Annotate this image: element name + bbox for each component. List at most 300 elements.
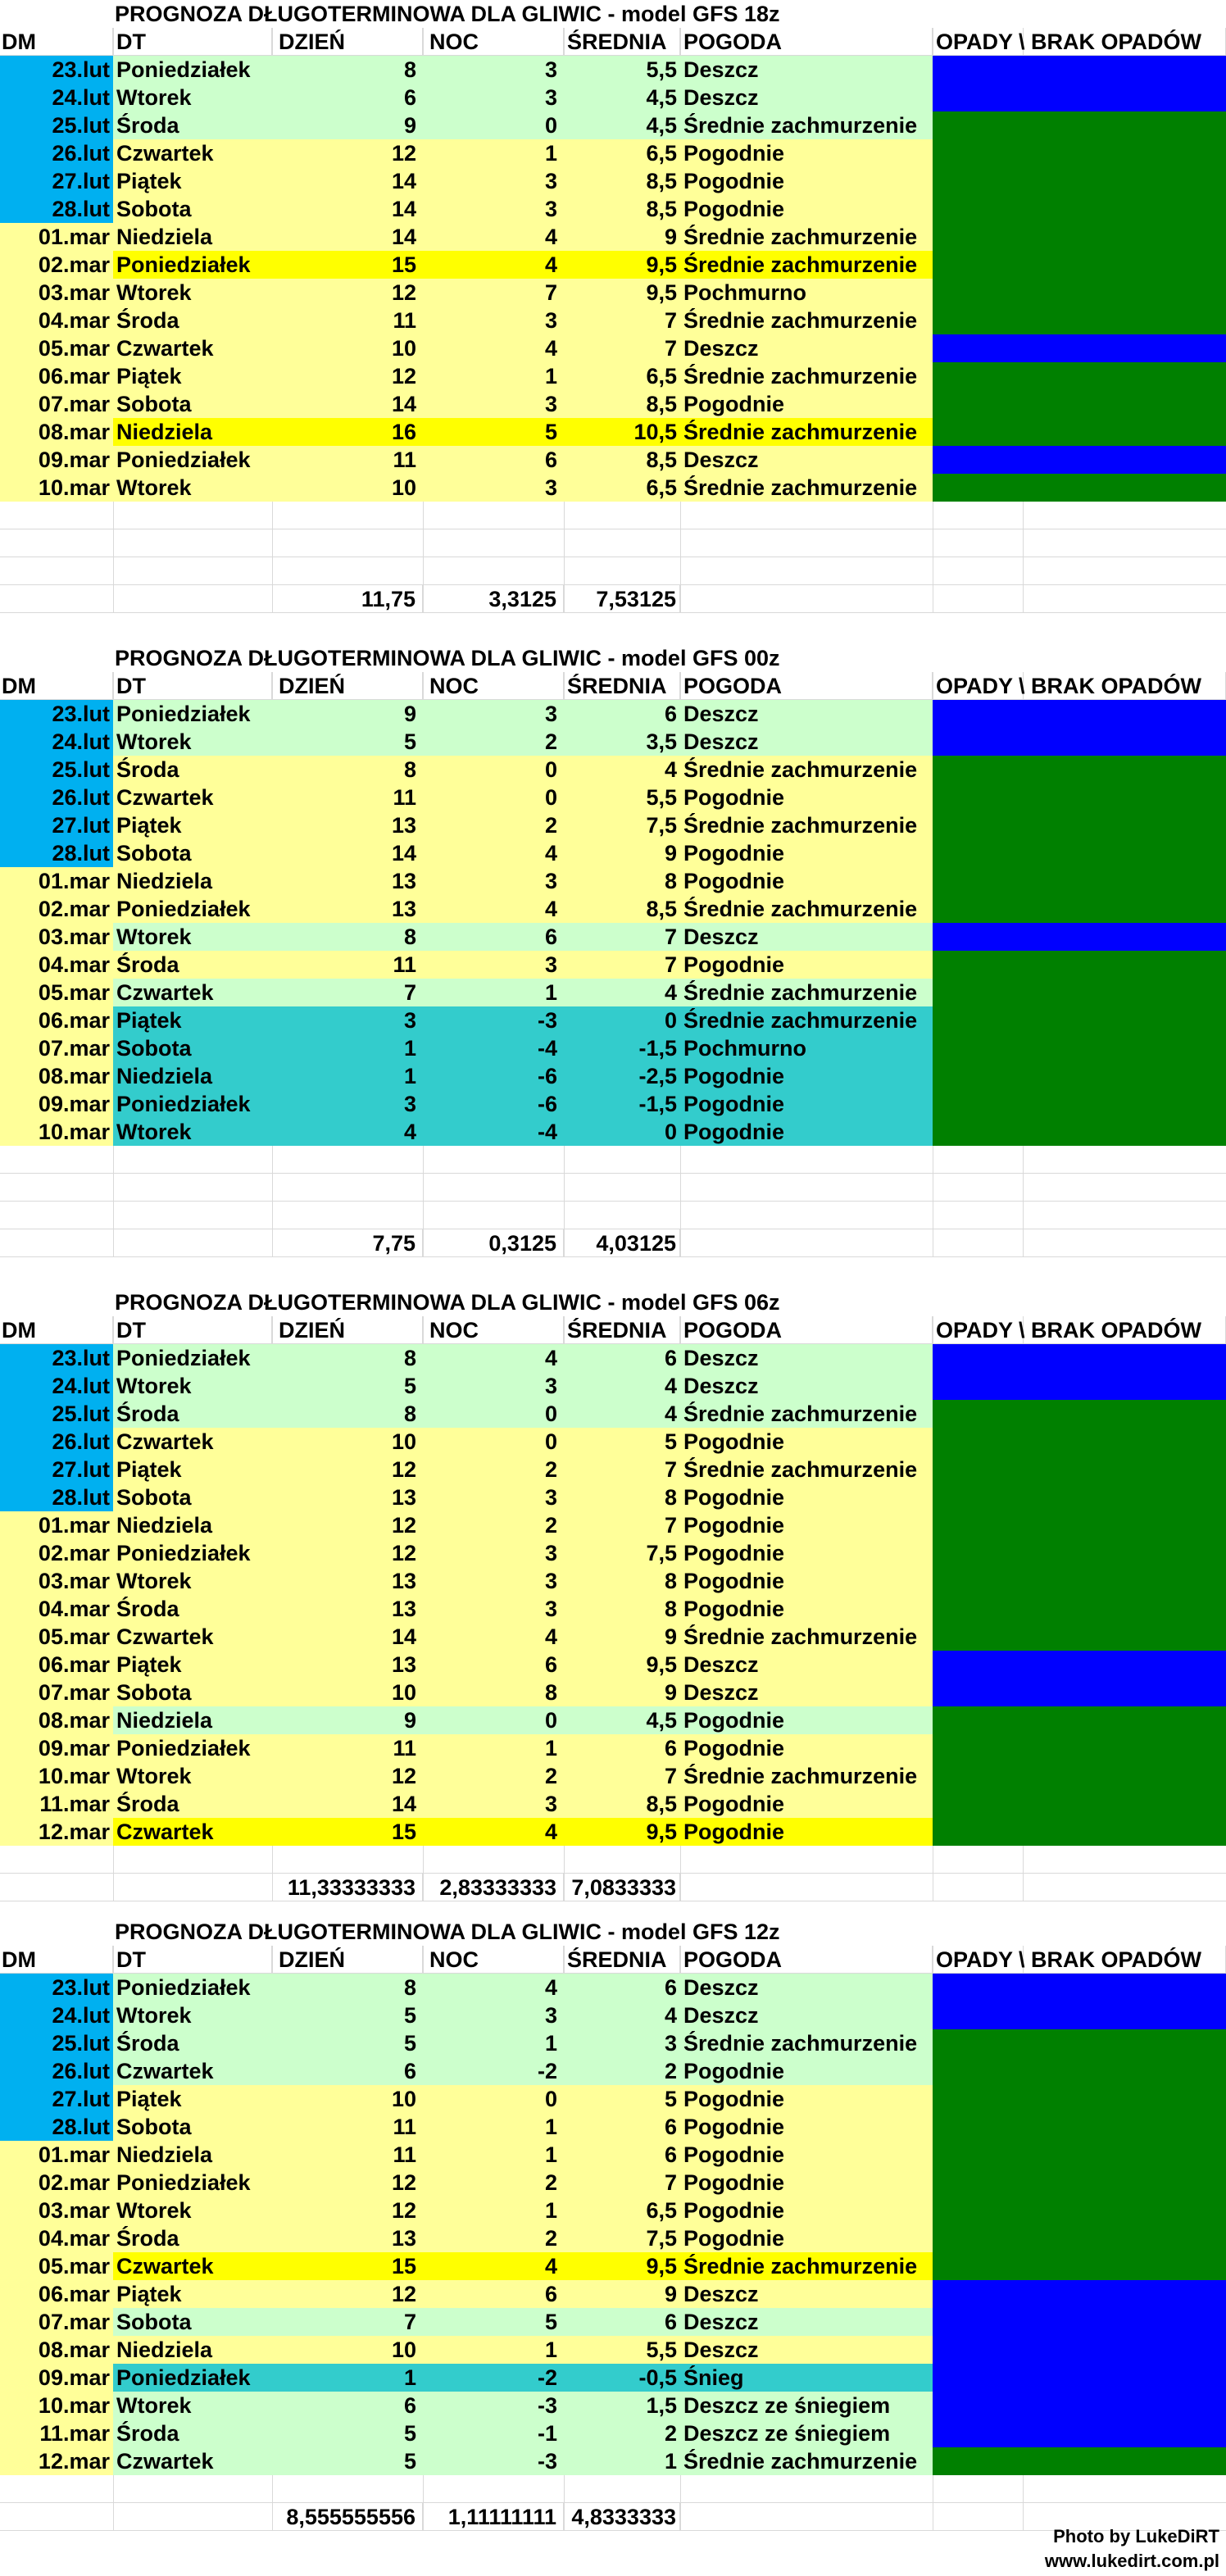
no-precipitation-indicator: [933, 951, 1226, 979]
day-temp-cell: 13: [272, 811, 423, 839]
day-cell: Sobota: [113, 2308, 272, 2336]
day-cell: Piątek: [113, 2280, 272, 2308]
table-row: [0, 979, 1226, 1006]
weather-cell: Deszcz: [680, 1344, 933, 1372]
weather-cell: Deszcz: [680, 2001, 933, 2029]
day-temp-cell: 4: [272, 1118, 423, 1146]
day-temp-cell: 15: [272, 1818, 423, 1846]
table-row: [0, 2001, 1226, 2029]
day-cell: Wtorek: [113, 2392, 272, 2419]
avg-temp-cell: 1: [564, 2447, 680, 2475]
avg-temp-cell: 8: [564, 867, 680, 895]
weather-cell: Deszcz ze śniegiem: [680, 2419, 933, 2447]
weather-cell: Deszcz: [680, 2280, 933, 2308]
precipitation-indicator: [933, 334, 1226, 362]
day-temp-cell: 12: [272, 1539, 423, 1567]
avg-temp-cell: 6: [564, 700, 680, 728]
table-title: PROGNOZA DŁUGOTERMINOWA DLA GLIWIC - model GFS 06z: [115, 1290, 780, 1315]
summary-day-avg: 11,33333333: [272, 1874, 423, 1901]
day-cell: Wtorek: [113, 1118, 272, 1146]
day-cell: Środa: [113, 2029, 272, 2057]
night-temp-cell: 3: [423, 56, 564, 84]
no-precipitation-indicator: [933, 895, 1226, 923]
day-cell: Sobota: [113, 2113, 272, 2141]
table-title: PROGNOZA DŁUGOTERMINOWA DLA GLIWIC - model GFS 12z: [115, 1920, 780, 1944]
avg-temp-cell: 5: [564, 1428, 680, 1456]
day-temp-cell: 8: [272, 1974, 423, 2001]
day-cell: Poniedziałek: [113, 700, 272, 728]
no-precipitation-indicator: [933, 1567, 1226, 1595]
avg-temp-cell: 7: [564, 1511, 680, 1539]
day-temp-cell: 8: [272, 923, 423, 951]
summary-row: [0, 1874, 1226, 1901]
precipitation-indicator: [933, 1679, 1226, 1706]
precipitation-indicator: [933, 728, 1226, 756]
day-cell: Poniedziałek: [113, 1539, 272, 1567]
header-dt: DT: [113, 1946, 272, 1974]
night-temp-cell: -3: [423, 2447, 564, 2475]
avg-temp-cell: 6: [564, 1734, 680, 1762]
weather-cell: Pogodnie: [680, 1090, 933, 1118]
no-precipitation-indicator: [933, 2197, 1226, 2224]
header-row: [0, 1316, 1226, 1344]
date-cell: 06.mar: [0, 1006, 113, 1034]
day-temp-cell: 5: [272, 2419, 423, 2447]
day-temp-cell: 16: [272, 418, 423, 446]
night-temp-cell: 1: [423, 2141, 564, 2169]
day-temp-cell: 8: [272, 756, 423, 784]
precipitation-indicator: [933, 1344, 1226, 1372]
table-row: [0, 251, 1226, 279]
empty-row: [0, 1146, 1226, 1174]
summary-row: [0, 1229, 1226, 1257]
header-row: [0, 672, 1226, 700]
avg-temp-cell: 7: [564, 2169, 680, 2197]
table-row: [0, 2308, 1226, 2336]
table-row: [0, 1651, 1226, 1679]
day-temp-cell: 11: [272, 446, 423, 474]
table-row: [0, 2280, 1226, 2308]
date-cell: 27.lut: [0, 811, 113, 839]
avg-temp-cell: 5,5: [564, 784, 680, 811]
avg-temp-cell: 9: [564, 1679, 680, 1706]
day-temp-cell: 8: [272, 1344, 423, 1372]
avg-temp-cell: 8,5: [564, 895, 680, 923]
date-cell: 08.mar: [0, 2336, 113, 2364]
header-opady: OPADY \ BRAK OPADÓW: [933, 1946, 1226, 1974]
table-row: [0, 2029, 1226, 2057]
date-cell: 01.mar: [0, 223, 113, 251]
night-temp-cell: 6: [423, 1651, 564, 1679]
day-temp-cell: 10: [272, 2085, 423, 2113]
night-temp-cell: 3: [423, 195, 564, 223]
day-temp-cell: 13: [272, 1567, 423, 1595]
avg-temp-cell: -1,5: [564, 1090, 680, 1118]
night-temp-cell: -4: [423, 1034, 564, 1062]
table-row: [0, 700, 1226, 728]
day-cell: Czwartek: [113, 1428, 272, 1456]
avg-temp-cell: 7: [564, 334, 680, 362]
weather-cell: Pogodnie: [680, 139, 933, 167]
precipitation-indicator: [933, 700, 1226, 728]
avg-temp-cell: 9: [564, 223, 680, 251]
header-dm: DM: [0, 672, 113, 700]
no-precipitation-indicator: [933, 1006, 1226, 1034]
table-row: [0, 1428, 1226, 1456]
avg-temp-cell: 6: [564, 2113, 680, 2141]
night-temp-cell: 6: [423, 2280, 564, 2308]
no-precipitation-indicator: [933, 1062, 1226, 1090]
day-cell: Niedziela: [113, 867, 272, 895]
weather-cell: Średnie zachmurzenie: [680, 1762, 933, 1790]
weather-cell: Średnie zachmurzenie: [680, 223, 933, 251]
photo-credit: [1045, 2524, 1219, 2574]
day-temp-cell: 11: [272, 307, 423, 334]
day-temp-cell: 14: [272, 839, 423, 867]
date-cell: 04.mar: [0, 951, 113, 979]
table-row: [0, 1790, 1226, 1818]
table-row: [0, 2224, 1226, 2252]
date-cell: 01.mar: [0, 1511, 113, 1539]
day-cell: Sobota: [113, 839, 272, 867]
table-row: [0, 1456, 1226, 1483]
precipitation-indicator: [933, 2280, 1226, 2308]
day-temp-cell: 14: [272, 390, 423, 418]
weather-cell: Deszcz ze śniegiem: [680, 2392, 933, 2419]
date-cell: 06.mar: [0, 1651, 113, 1679]
header-noc: NOC: [423, 1946, 564, 1974]
night-temp-cell: 3: [423, 1595, 564, 1623]
avg-temp-cell: 9: [564, 839, 680, 867]
day-cell: Czwartek: [113, 2057, 272, 2085]
weather-cell: Pogodnie: [680, 839, 933, 867]
day-temp-cell: 12: [272, 362, 423, 390]
header-srednia: ŚREDNIA: [564, 1946, 680, 1974]
header-row: [0, 28, 1226, 56]
date-cell: 26.lut: [0, 1428, 113, 1456]
day-cell: Sobota: [113, 1679, 272, 1706]
night-temp-cell: 8: [423, 1679, 564, 1706]
weather-cell: Deszcz: [680, 1372, 933, 1400]
day-cell: Niedziela: [113, 2141, 272, 2169]
empty-row: [0, 529, 1226, 557]
table-row: [0, 139, 1226, 167]
credit-website: www.lukedirt.com.pl: [1044, 2551, 1219, 2571]
no-precipitation-indicator: [933, 362, 1226, 390]
weather-cell: Pogodnie: [680, 1539, 933, 1567]
summary-day-avg: 7,75: [272, 1229, 423, 1257]
day-cell: Czwartek: [113, 2252, 272, 2280]
table-row: [0, 418, 1226, 446]
date-cell: 28.lut: [0, 1483, 113, 1511]
table-row: [0, 84, 1226, 111]
no-precipitation-indicator: [933, 390, 1226, 418]
weather-cell: Pogodnie: [680, 1428, 933, 1456]
day-temp-cell: 12: [272, 139, 423, 167]
date-cell: 27.lut: [0, 1456, 113, 1483]
empty-row: [0, 2475, 1226, 2503]
night-temp-cell: 0: [423, 1400, 564, 1428]
weather-cell: Pogodnie: [680, 1118, 933, 1146]
weather-cell: Średnie zachmurzenie: [680, 2252, 933, 2280]
weather-cell: Deszcz: [680, 700, 933, 728]
date-cell: 25.lut: [0, 111, 113, 139]
day-cell: Czwartek: [113, 979, 272, 1006]
day-cell: Niedziela: [113, 223, 272, 251]
table-row: [0, 2419, 1226, 2447]
date-cell: 09.mar: [0, 1734, 113, 1762]
no-precipitation-indicator: [933, 1511, 1226, 1539]
date-cell: 23.lut: [0, 1344, 113, 1372]
night-temp-cell: -6: [423, 1090, 564, 1118]
day-temp-cell: 9: [272, 111, 423, 139]
table-row: [0, 1623, 1226, 1651]
night-temp-cell: 3: [423, 2001, 564, 2029]
date-cell: 02.mar: [0, 1539, 113, 1567]
avg-temp-cell: 10,5: [564, 418, 680, 446]
avg-temp-cell: 9,5: [564, 2252, 680, 2280]
day-temp-cell: 13: [272, 867, 423, 895]
empty-row: [0, 502, 1226, 529]
weather-cell: Pogodnie: [680, 951, 933, 979]
avg-temp-cell: 1,5: [564, 2392, 680, 2419]
date-cell: 24.lut: [0, 1372, 113, 1400]
day-cell: Wtorek: [113, 923, 272, 951]
summary-night-avg: 1,11111111: [423, 2503, 564, 2531]
day-temp-cell: 1: [272, 1034, 423, 1062]
day-cell: Poniedziałek: [113, 1344, 272, 1372]
day-cell: Środa: [113, 951, 272, 979]
weather-cell: Średnie zachmurzenie: [680, 756, 933, 784]
day-temp-cell: 13: [272, 2224, 423, 2252]
table-row: [0, 2336, 1226, 2364]
table-row: [0, 1400, 1226, 1428]
day-temp-cell: 5: [272, 1372, 423, 1400]
header-pogoda: POGODA: [680, 1316, 933, 1344]
night-temp-cell: 2: [423, 1511, 564, 1539]
day-cell: Środa: [113, 1790, 272, 1818]
header-row: [0, 1946, 1226, 1974]
weather-cell: Pogodnie: [680, 2197, 933, 2224]
night-temp-cell: 4: [423, 1818, 564, 1846]
no-precipitation-indicator: [933, 223, 1226, 251]
no-precipitation-indicator: [933, 1428, 1226, 1456]
table-row: [0, 2364, 1226, 2392]
avg-temp-cell: 2: [564, 2419, 680, 2447]
weather-cell: Pogodnie: [680, 1483, 933, 1511]
night-temp-cell: 0: [423, 784, 564, 811]
weather-cell: Pochmurno: [680, 1034, 933, 1062]
avg-temp-cell: 7,5: [564, 811, 680, 839]
day-cell: Wtorek: [113, 1762, 272, 1790]
date-cell: 09.mar: [0, 1090, 113, 1118]
avg-temp-cell: 6: [564, 2141, 680, 2169]
day-temp-cell: 7: [272, 2308, 423, 2336]
night-temp-cell: 3: [423, 1539, 564, 1567]
date-cell: 26.lut: [0, 784, 113, 811]
no-precipitation-indicator: [933, 2224, 1226, 2252]
avg-temp-cell: 9,5: [564, 251, 680, 279]
table-row: [0, 1762, 1226, 1790]
table-row: [0, 2197, 1226, 2224]
weather-cell: Pogodnie: [680, 195, 933, 223]
day-cell: Poniedziałek: [113, 446, 272, 474]
header-srednia: ŚREDNIA: [564, 28, 680, 56]
avg-temp-cell: 4: [564, 979, 680, 1006]
avg-temp-cell: 6: [564, 1974, 680, 2001]
table-row: [0, 1034, 1226, 1062]
date-cell: 08.mar: [0, 1706, 113, 1734]
weather-cell: Pogodnie: [680, 2224, 933, 2252]
day-temp-cell: 3: [272, 1090, 423, 1118]
no-precipitation-indicator: [933, 474, 1226, 502]
night-temp-cell: 3: [423, 867, 564, 895]
header-pogoda: POGODA: [680, 672, 933, 700]
table-row: [0, 2057, 1226, 2085]
header-dzien: DZIEŃ: [272, 28, 423, 56]
header-opady: OPADY \ BRAK OPADÓW: [933, 1316, 1226, 1344]
weather-cell: Deszcz: [680, 446, 933, 474]
table-row: [0, 1818, 1226, 1846]
no-precipitation-indicator: [933, 1483, 1226, 1511]
table-title: PROGNOZA DŁUGOTERMINOWA DLA GLIWIC - model GFS 00z: [115, 646, 780, 670]
night-temp-cell: 3: [423, 1372, 564, 1400]
avg-temp-cell: 7: [564, 923, 680, 951]
avg-temp-cell: 8: [564, 1483, 680, 1511]
weather-cell: Średnie zachmurzenie: [680, 2447, 933, 2475]
no-precipitation-indicator: [933, 2029, 1226, 2057]
day-temp-cell: 7: [272, 979, 423, 1006]
date-cell: 07.mar: [0, 1034, 113, 1062]
date-cell: 10.mar: [0, 1118, 113, 1146]
no-precipitation-indicator: [933, 167, 1226, 195]
avg-temp-cell: 8: [564, 1567, 680, 1595]
no-precipitation-indicator: [933, 1623, 1226, 1651]
day-temp-cell: 1: [272, 1062, 423, 1090]
date-cell: 05.mar: [0, 1623, 113, 1651]
table-row: [0, 1706, 1226, 1734]
summary-avg: 7,0833333: [564, 1874, 680, 1901]
day-temp-cell: 10: [272, 2336, 423, 2364]
header-srednia: ŚREDNIA: [564, 1316, 680, 1344]
night-temp-cell: -2: [423, 2057, 564, 2085]
day-cell: Poniedziałek: [113, 1090, 272, 1118]
night-temp-cell: 1: [423, 139, 564, 167]
night-temp-cell: 2: [423, 2224, 564, 2252]
night-temp-cell: 4: [423, 334, 564, 362]
avg-temp-cell: 8,5: [564, 1790, 680, 1818]
weather-cell: Średnie zachmurzenie: [680, 2029, 933, 2057]
night-temp-cell: 2: [423, 1762, 564, 1790]
table-row: [0, 1595, 1226, 1623]
avg-temp-cell: 0: [564, 1006, 680, 1034]
weather-cell: Średnie zachmurzenie: [680, 1623, 933, 1651]
table-row: [0, 2447, 1226, 2475]
table-row: [0, 2252, 1226, 2280]
no-precipitation-indicator: [933, 756, 1226, 784]
header-opady: OPADY \ BRAK OPADÓW: [933, 28, 1226, 56]
precipitation-indicator: [933, 2308, 1226, 2336]
summary-avg: 4,8333333: [564, 2503, 680, 2531]
day-temp-cell: 10: [272, 474, 423, 502]
table-row: [0, 111, 1226, 139]
night-temp-cell: 3: [423, 84, 564, 111]
day-temp-cell: 14: [272, 1790, 423, 1818]
day-cell: Wtorek: [113, 474, 272, 502]
avg-temp-cell: 5: [564, 2085, 680, 2113]
day-cell: Sobota: [113, 195, 272, 223]
table-row: [0, 1734, 1226, 1762]
summary-row: [0, 2503, 1226, 2531]
day-temp-cell: 10: [272, 1428, 423, 1456]
header-noc: NOC: [423, 672, 564, 700]
avg-temp-cell: 8,5: [564, 195, 680, 223]
day-temp-cell: 11: [272, 2141, 423, 2169]
no-precipitation-indicator: [933, 867, 1226, 895]
precipitation-indicator: [933, 2392, 1226, 2419]
weather-cell: Średnie zachmurzenie: [680, 895, 933, 923]
day-temp-cell: 10: [272, 334, 423, 362]
summary-line: [0, 2503, 1226, 2531]
night-temp-cell: -6: [423, 1062, 564, 1090]
date-cell: 03.mar: [0, 279, 113, 307]
avg-temp-cell: 8,5: [564, 167, 680, 195]
date-cell: 28.lut: [0, 2113, 113, 2141]
weather-cell: Deszcz: [680, 56, 933, 84]
day-cell: Wtorek: [113, 279, 272, 307]
date-cell: 03.mar: [0, 1567, 113, 1595]
no-precipitation-indicator: [933, 2113, 1226, 2141]
header-dm: DM: [0, 28, 113, 56]
header-dt: DT: [113, 28, 272, 56]
summary-line: [0, 1229, 1226, 1257]
day-temp-cell: 12: [272, 2280, 423, 2308]
no-precipitation-indicator: [933, 2252, 1226, 2280]
date-cell: 09.mar: [0, 2364, 113, 2392]
day-temp-cell: 13: [272, 895, 423, 923]
date-cell: 25.lut: [0, 2029, 113, 2057]
no-precipitation-indicator: [933, 251, 1226, 279]
date-cell: 06.mar: [0, 362, 113, 390]
header-dt: DT: [113, 1316, 272, 1344]
avg-temp-cell: 5,5: [564, 2336, 680, 2364]
header-srednia: ŚREDNIA: [564, 672, 680, 700]
table-row: [0, 923, 1226, 951]
avg-temp-cell: 7,5: [564, 1539, 680, 1567]
avg-temp-cell: 6,5: [564, 362, 680, 390]
no-precipitation-indicator: [933, 1790, 1226, 1818]
summary-night-avg: 3,3125: [423, 585, 564, 613]
date-cell: 01.mar: [0, 2141, 113, 2169]
header-dm: DM: [0, 1946, 113, 1974]
weather-cell: Pogodnie: [680, 784, 933, 811]
date-cell: 25.lut: [0, 1400, 113, 1428]
weather-cell: Średnie zachmurzenie: [680, 1400, 933, 1428]
day-cell: Poniedziałek: [113, 2364, 272, 2392]
day-temp-cell: 12: [272, 1762, 423, 1790]
day-cell: Środa: [113, 111, 272, 139]
day-temp-cell: 13: [272, 1483, 423, 1511]
avg-temp-cell: -2,5: [564, 1062, 680, 1090]
date-cell: 07.mar: [0, 1679, 113, 1706]
date-cell: 10.mar: [0, 2392, 113, 2419]
date-cell: 08.mar: [0, 418, 113, 446]
precipitation-indicator: [933, 1974, 1226, 2001]
header-dzien: DZIEŃ: [272, 1946, 423, 1974]
header-noc: NOC: [423, 28, 564, 56]
date-cell: 02.mar: [0, 895, 113, 923]
night-temp-cell: -1: [423, 2419, 564, 2447]
